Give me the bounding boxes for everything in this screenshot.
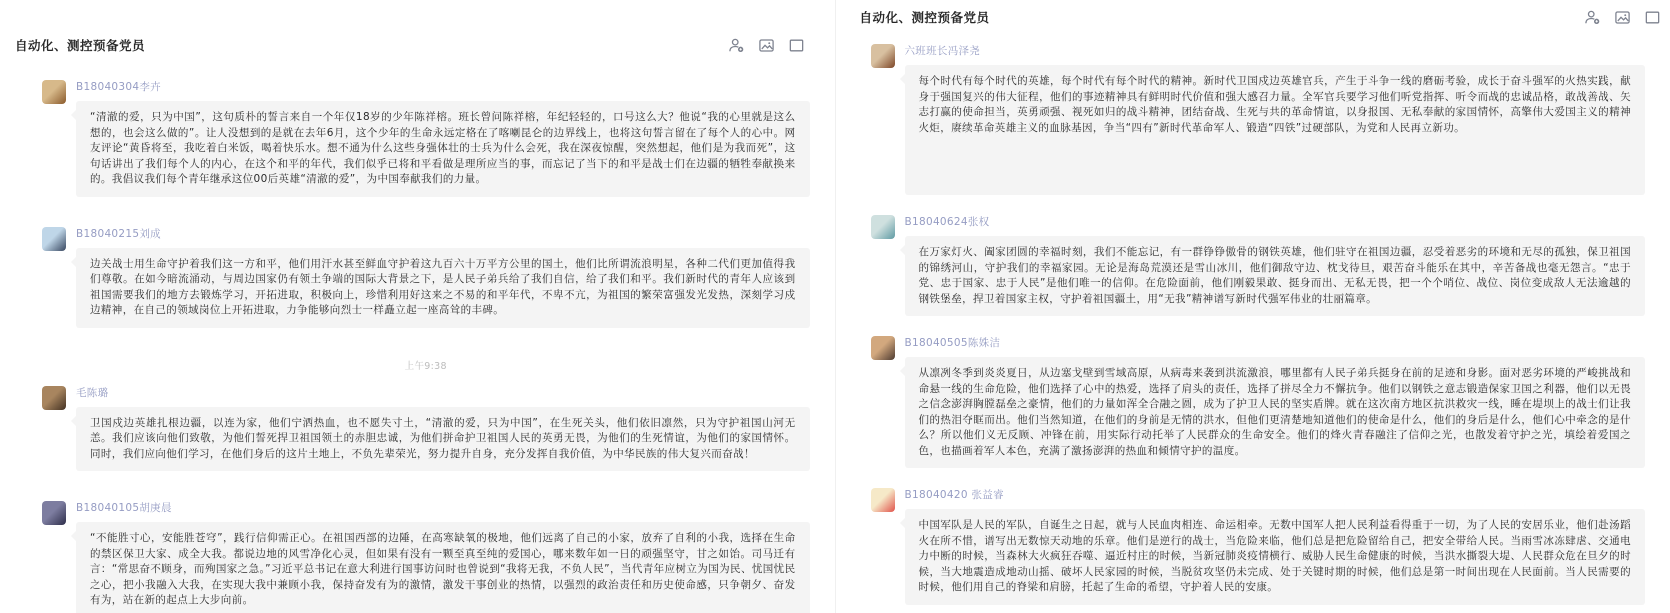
chat-header-left: [0, 34, 835, 56]
maximize-icon[interactable]: [788, 37, 805, 54]
message-row: [42, 501, 810, 613]
message-content: [905, 488, 1646, 605]
sender-name: 毛陈璐: [76, 386, 109, 399]
message-content: [905, 336, 1646, 468]
sender-name: 六班班长冯泽尧: [904, 45, 981, 57]
image-icon[interactable]: [1614, 9, 1631, 26]
message-content: [76, 501, 810, 613]
timestamp-divider: 上午9:38: [404, 360, 447, 372]
message-row: [42, 227, 810, 328]
message-content: [76, 227, 810, 328]
member-avatar[interactable]: [871, 336, 895, 360]
member-avatar[interactable]: [871, 44, 895, 68]
sender-name: B18040420 张益睿: [904, 489, 1004, 501]
message-list-left: [0, 80, 835, 613]
chat-title: 自动化、测控预备党员: [859, 10, 990, 25]
message-content: [905, 44, 1646, 195]
sender-name: B18040624张权: [904, 216, 990, 228]
message-list-right: [836, 44, 1670, 605]
image-icon[interactable]: [758, 37, 775, 54]
message-content: [76, 80, 810, 197]
add-member-icon[interactable]: [1584, 9, 1601, 26]
message-row: [871, 44, 1646, 195]
message-row: [42, 80, 810, 197]
sender-name: B18040105胡庚晨: [76, 502, 172, 514]
message-bubble[interactable]: 卫国戍边英雄扎根边疆，以连为家，他们宁洒热血，也不愿失寸土，“清澈的爱，只为中国”，在生死关头，他们依旧凛然，只为守护祖国山河无恙。我们应该向他们致敬，为他们誓死捍卫祖国领土的赤胆忠诚，为他们拼命护卫祖国人民的英勇无畏，为他们的生死情谊，为他们的家国情怀。同时，我们应向他们学习，在他们身后的这片土地上，不负先辈荣光，努力提升自身，充分发挥自我价值，为中华民族的伟大复兴而奋战！: [76, 407, 810, 472]
sender-name: B18040215刘成: [76, 227, 161, 240]
message-bubble[interactable]: “清澈的爱，只为中国”，这句质朴的誓言来自一个年仅18岁的少年陈祥榕。班长曾问陈祥榕，年纪轻轻的，口号这么大？他说“我的心里就是这么想的，也会这么做的”。让人没想到的是就在去年6月，这个少年的生命永远定格在了喀喇昆仑的边界线上，也将这句誓言留在了每个人的心中。网友评论“黄昏将至，我吃着白米饭，喝着快乐水。想不通为什么这些身强体壮的士兵为什么会死，我在深夜惊醒，突然想起，他们是为我而死”，这句话讲出了我们每个人的内心，在这个和平的年代，我们似乎已将和平看做是理所应当的事，而忘记了当下的和平是战士们在边疆的牺牲奉献换来的。我倡议我们每个青年继承这位00后英雄“清澈的爱”，为中国奉献我们的力量。: [76, 101, 810, 197]
message-bubble[interactable]: 每个时代有每个时代的英雄，每个时代有每个时代的精神。新时代卫国戍边英雄官兵，产生于斗争一线的磨砺考验，成长于奋斗强军的火热实践，献身于强国复兴的伟大征程，他们的事迹精神具有鲜明时代价值和强大感召力量。全军官兵要学习他们听党指挥、听令而战的忠诚品格，敢战善战、矢志打赢的使命担当，英勇顽强、视死如归的战斗精神，团结奋战、生死与共的革命情谊，以身报国、无私奉献的家国情怀，高擎伟大爱国主义的精神火炬，赓续革命英雄主义的血脉基因，争当“四有”新时代革命军人、锻造“四铁”过硬部队，为党和人民再立新功。: [905, 65, 1646, 195]
member-avatar[interactable]: [42, 80, 66, 104]
message-bubble[interactable]: “不能胜寸心，安能胜苍穹”，践行信仰需正心。在祖国西部的边陲，在高寒缺氧的极地，他们远离了自己的小家，放弃了自利的小我，选择在生命的禁区保卫大家、成全大我。都说边地的风雪净化心灵，但如果有没有一颗至真至纯的爱国心，哪来数年如一日的顽强坚守，甘之如饴。司马迁有言：“常思奋不顾身，而殉国家之急。”习近平总书记在意大利进行国事访问时也曾说到“我将无我，不负人民”，当代青年应树立为国为民、忧国忧民之心，把小我融入大我，在实现大我中兼顾小我，保持奋发有为的激情，激发干事创业的热情，以强烈的政治责任和历史使命感，只争朝夕、奋发有为，站在新的起点上大步向前。: [76, 522, 810, 613]
sender-name: B18040505陈姝洁: [904, 337, 1001, 349]
message-row: [871, 336, 1646, 468]
add-member-icon[interactable]: [728, 37, 745, 54]
sender-name: B18040304李卉: [76, 81, 161, 93]
message-bubble[interactable]: 中国军队是人民的军队，自诞生之日起，就与人民血肉相连、命运相牵。无数中国军人把人民利益看得重于一切，为了人民的安居乐业，他们赴汤蹈火在所不惜，谱写出无数惊天动地的乐章。他们是逆行的战士，当危险来临，他们总是把危险留给自己，把安全带给人民。当雨雪冰冻肆虐、交通电力中断的时候，当森林大火疯狂吞噬、逼近村庄的时候，当新冠肺炎疫情横行、威胁人民生命健康的时候，当洪水撕裂大堤、人民群众危在旦夕的时候，当大地震造成地动山摇、破坏人民家园的时候，当脱贫攻坚仍未完成、处于关键时期的时候，他们总是第一时间出现在人民面前。当人民需要的时候，他们用自己的脊梁和肩膀，托起了生命的希望，守护着人民的安康。: [905, 509, 1646, 605]
member-avatar[interactable]: [871, 488, 895, 512]
header-actions: [1584, 9, 1661, 26]
header-actions: [728, 37, 805, 54]
member-avatar[interactable]: [871, 215, 895, 239]
chat-panel-right: [836, 0, 1670, 613]
message-content: [905, 215, 1646, 316]
chat-title: 自动化、测控预备党员: [15, 38, 146, 53]
member-avatar[interactable]: [42, 501, 66, 525]
member-avatar[interactable]: [42, 386, 66, 410]
maximize-icon[interactable]: [1644, 9, 1661, 26]
message-row: [871, 215, 1646, 316]
member-avatar[interactable]: [42, 227, 66, 251]
message-row: [871, 488, 1646, 605]
chat-header-right: [836, 6, 1670, 28]
message-bubble[interactable]: 边关战士用生命守护着我们这一方和平，他们用汗水甚至鲜血守护着这九百六十万平方公里的国土，他们比所谓流浪明星，各种二代们更加值得我们尊敬。在如今暗流涌动，与周边国家仍有领土争端的国际大背景之下，是人民子弟兵给了我们自信，给了我们和平。我们新时代的青年人应该到祖国需要我们的地方去锻炼学习，开拓进取，积极向上，珍惜利用好这来之不易的和平年代，不卑不亢，为祖国的繁荣富强发光发热，深刻学习戍边精神，在自己的领域岗位上开拓进取，力争能够向烈士一样矗立起一座高耸的丰碑。: [76, 248, 810, 328]
message-bubble[interactable]: 在万家灯火、阖家团圆的幸福时刻，我们不能忘记，有一群铮铮傲骨的钢铁英雄，他们驻守在祖国边疆，忍受着恶劣的环境和无尽的孤独，保卫祖国的锦绣河山，守护我们的幸福家园。无论是海岛荒漠还是雪山冰川，他们御敌守边、枕戈待旦，艰苦奋斗能乐在其中，辛苦备战也毫无怨言。“忠于党、忠于国家、忠于人民”是他们唯一的信仰。在危险面前，他们刚毅果敢、挺身而出、无私无畏，把一个个哨位、战位、岗位变成敌人无法逾越的钢铁堡垒，捍卫着国家主权，守护着祖国疆土，用“无我”精神谱写新时代强军伟业的壮丽篇章。: [905, 236, 1646, 316]
message-content: [76, 386, 810, 472]
message-bubble[interactable]: 从凛冽冬季到炎炎夏日，从边塞戈壁到雪域高原，从病毒来袭到洪流激浪，哪里都有人民子弟兵挺身在前的足迹和身影。面对恶劣环境的严峻挑战和命悬一线的生命危险，他们选择了心中的热爱，选择了肩头的责任，选择了拼尽全力不懈抗争。他们以钢铁之意志锻造保家卫国之利器，他们以无畏之信念澎湃胸膛磊垒之豪情，他们的力量如浑全合融之圆，成为了护卫人民的坚实盾牌。就在这次南方地区抗洪救灾一线，睡在堤坝上的战士们让我们的热泪夺眶而出。他们当然知道，在他们的身前是无情的洪水，但他们更清楚地知道他们的使命是什么，他们的身后是什么，他们心中牵念的是什么？所以他们义无反顾、冲锋在前，用实际行动托举了人民群众的生命安全。他们的烽火青春融注了信仰之光，也散发着守护之光，填绘着爱国之色，也描画着军人本色，充满了激扬澎湃的热血和倾情守护的温度。: [905, 357, 1646, 468]
message-row: [42, 386, 810, 472]
